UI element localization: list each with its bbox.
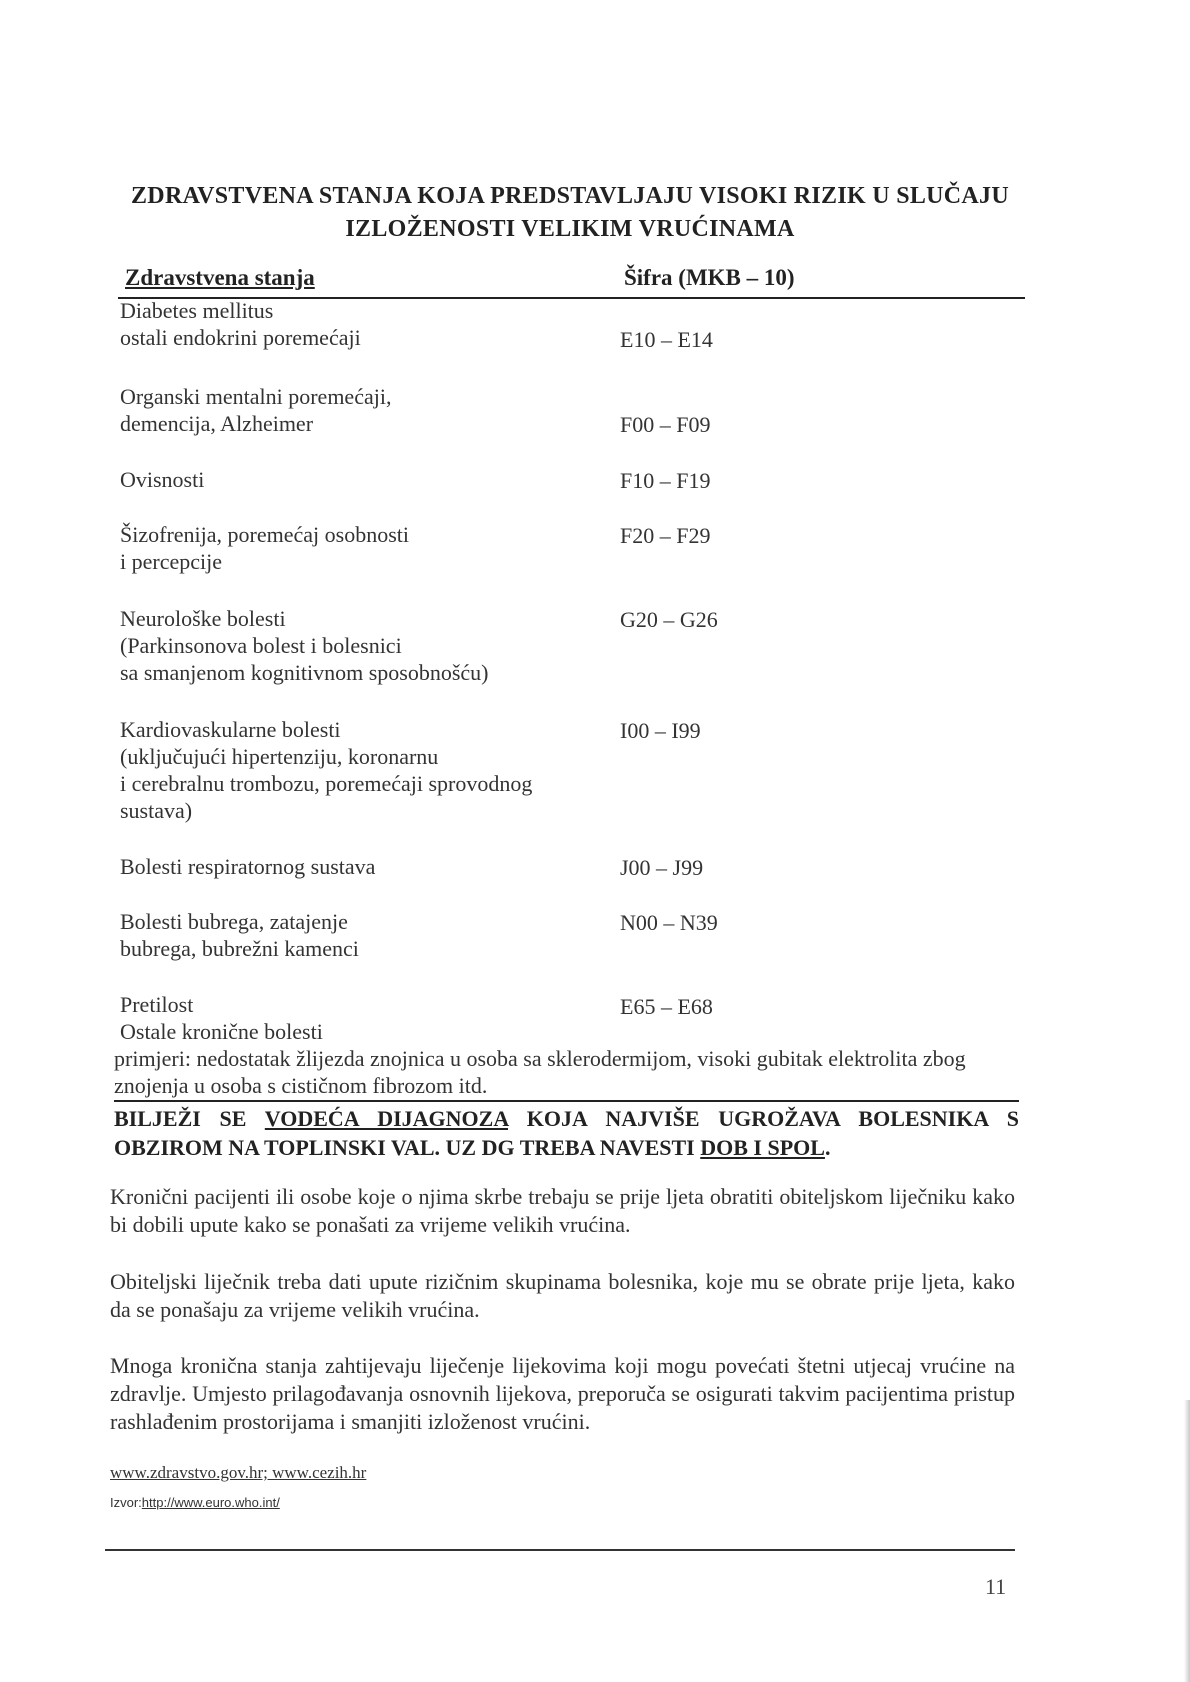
- condition-schizophrenia: Šizofrenija, poremećaj osobnosti i percepcije: [120, 522, 409, 574]
- condition-addiction: Ovisnosti: [120, 467, 205, 492]
- code-organic-mental: F00 – F09: [620, 412, 711, 437]
- code-neurological: G20 – G26: [620, 607, 718, 632]
- column-header-code: Šifra (MKB – 10): [624, 265, 795, 290]
- condition-kidney: Bolesti bubrega, zatajenje bubrega, bubrežni kamenci: [120, 909, 359, 961]
- notice-leading-diagnosis: VODEĆA DIJAGNOZA: [264, 1106, 509, 1131]
- notice-age-sex: DOB I SPOL: [700, 1135, 825, 1160]
- other-chronic-examples: primjeri: nedostatak žlijezda znojnica u osoba sa sklerodermijom, visoki gubitak elektrolita zbog znojenja u osoba s cističnom fibrozom itd.: [114, 1046, 966, 1098]
- diagnosis-notice: [114, 1104, 1019, 1162]
- source-url[interactable]: http://www.euro.who.int/: [141, 1495, 280, 1510]
- condition-diabetes: Diabetes mellitus ostali endokrini poremećaji: [120, 298, 361, 350]
- paragraph-chronic-patients: Kronični pacijenti ili osobe koje o njima skrbe trebaju se prije ljeta obratiti obiteljskom liječniku kako bi dobili upute kako se ponašati za vrijeme velikih vrućina.: [110, 1184, 1015, 1237]
- paragraph-medications: Mnoga kronična stanja zahtijevaju liječenje lijekovima koji mogu povećati štetni utjecaj vrućine na zdravlje. Umjesto prilagođavanja osnovnih lijekova, preporuča se osigurati takvim pacijentima pristup rashlađenim prostorijama i smanjiti izloženost vrućini.: [110, 1353, 1015, 1434]
- code-diabetes: E10 – E14: [620, 327, 713, 352]
- condition-neurological: Neurološke bolesti (Parkinsonova bolest i bolesnici sa smanjenom kognitivnom sposobnošću): [120, 606, 489, 685]
- document-title: [120, 180, 1020, 246]
- condition-respiratory: Bolesti respiratornog sustava: [120, 854, 376, 879]
- notice-text-2: KOJA NAJVIŠE UGROŽAVA BOLESNIKA S OBZIROM NA TOPLINSKI VAL. UZ DG TREBA NAVESTI: [114, 1106, 1019, 1160]
- code-schizophrenia: F20 – F29: [620, 523, 711, 548]
- code-cardiovascular: I00 – I99: [620, 718, 701, 743]
- website-links[interactable]: www.zdravstvo.gov.hr; www.cezih.hr: [110, 1463, 367, 1482]
- page-number: 11: [985, 1574, 1007, 1599]
- source-line: [110, 1495, 280, 1510]
- source-label: Izvor:: [110, 1495, 142, 1510]
- scan-edge-shadow: [1184, 1400, 1190, 1682]
- code-kidney: N00 – N39: [620, 910, 718, 935]
- condition-obesity-other: Pretilost Ostale kronične bolesti: [120, 992, 323, 1044]
- code-addiction: F10 – F19: [620, 468, 711, 493]
- title-line-1: ZDRAVSTVENA STANJA KOJA PREDSTAVLJAJU VISOKI RIZIK U SLUČAJU: [131, 183, 1009, 209]
- condition-organic-mental: Organski mentalni poremećaji, demencija, Alzheimer: [120, 384, 392, 436]
- condition-cardiovascular: Kardiovaskularne bolesti (uključujući hipertenziju, koronarnu i cerebralnu trombozu, poremećaji sprovodnog sustava): [120, 717, 533, 823]
- code-respiratory: J00 – J99: [620, 855, 704, 880]
- footer-rule: [105, 1549, 1015, 1551]
- notice-text-1: BILJEŽI SE: [114, 1106, 265, 1131]
- paragraph-family-doctor: Obiteljski liječnik treba dati upute rizičnim skupinama bolesnika, koje mu se obrate prije ljeta, kako da se ponašaju za vrijeme velikih vrućina.: [110, 1269, 1015, 1322]
- column-header-condition: Zdravstvena stanja: [125, 265, 315, 290]
- notice-text-3: .: [824, 1135, 831, 1160]
- title-line-2: IZLOŽENOSTI VELIKIM VRUĆINAMA: [345, 216, 795, 242]
- table-bottom-rule: [114, 1100, 1019, 1102]
- code-obesity: E65 – E68: [620, 994, 713, 1019]
